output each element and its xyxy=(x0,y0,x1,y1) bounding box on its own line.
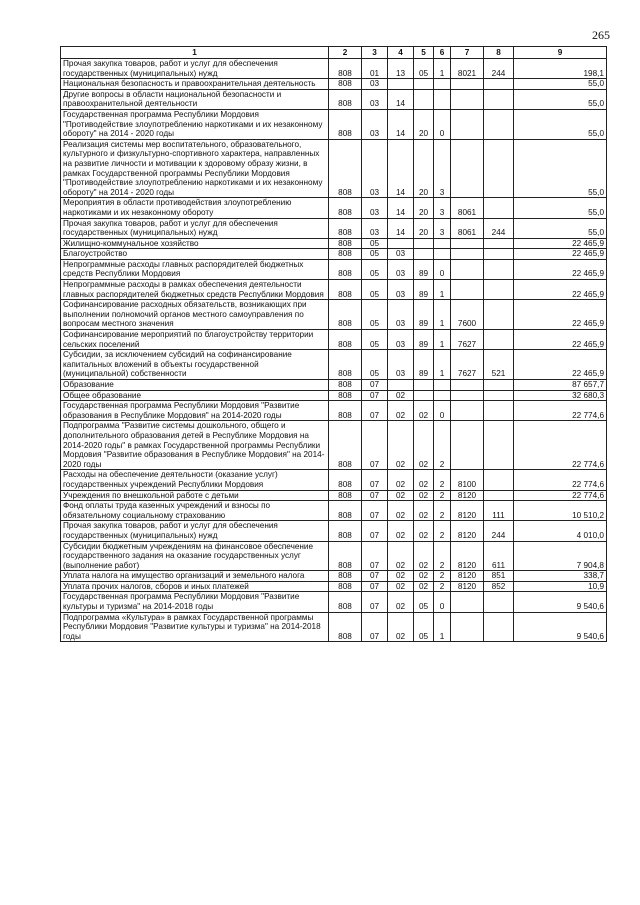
code-direction xyxy=(451,280,484,300)
code-subsection: 02 xyxy=(388,390,414,401)
code-subprogram: 0 xyxy=(434,401,451,421)
code-subprogram: 0 xyxy=(434,259,451,279)
code-expense-type xyxy=(484,380,514,391)
column-header: 4 xyxy=(388,47,414,59)
code-section: 07 xyxy=(362,421,388,470)
row-amount: 22 774,6 xyxy=(514,490,607,501)
code-direction: 8061 xyxy=(451,198,484,218)
code-ministry: 808 xyxy=(329,470,362,490)
table-row xyxy=(61,259,607,279)
code-subsection: 14 xyxy=(388,139,414,198)
code-subsection: 02 xyxy=(388,541,414,571)
code-subsection: 02 xyxy=(388,401,414,421)
code-ministry: 808 xyxy=(329,218,362,238)
row-name: Учреждения по внешкольной работе с детьми xyxy=(61,490,329,501)
row-amount: 22 465,9 xyxy=(514,350,607,380)
code-expense-type: 244 xyxy=(484,521,514,541)
code-section: 07 xyxy=(362,571,388,582)
code-program: 02 xyxy=(414,541,434,571)
row-amount: 55,0 xyxy=(514,139,607,198)
row-amount: 22 465,9 xyxy=(514,280,607,300)
code-program: 05 xyxy=(414,59,434,79)
code-section: 05 xyxy=(362,280,388,300)
code-subprogram: 2 xyxy=(434,490,451,501)
table-row xyxy=(61,59,607,79)
code-subsection: 03 xyxy=(388,259,414,279)
code-ministry: 808 xyxy=(329,330,362,350)
column-header: 7 xyxy=(451,47,484,59)
code-subsection: 02 xyxy=(388,592,414,612)
code-direction xyxy=(451,79,484,90)
row-amount: 55,0 xyxy=(514,79,607,90)
code-program xyxy=(414,249,434,260)
code-subprogram: 2 xyxy=(434,521,451,541)
row-amount: 22 465,9 xyxy=(514,249,607,260)
code-direction xyxy=(451,421,484,470)
code-section: 05 xyxy=(362,300,388,330)
code-expense-type xyxy=(484,238,514,249)
code-direction: 7600 xyxy=(451,300,484,330)
table-row xyxy=(61,612,607,642)
code-subsection: 03 xyxy=(388,350,414,380)
code-subsection: 02 xyxy=(388,470,414,490)
code-ministry: 808 xyxy=(329,259,362,279)
code-subsection: 03 xyxy=(388,249,414,260)
code-expense-type xyxy=(484,490,514,501)
code-direction xyxy=(451,401,484,421)
row-amount: 55,0 xyxy=(514,218,607,238)
code-expense-type xyxy=(484,259,514,279)
code-direction: 8120 xyxy=(451,571,484,582)
code-subprogram xyxy=(434,390,451,401)
code-subprogram: 2 xyxy=(434,470,451,490)
code-ministry: 808 xyxy=(329,238,362,249)
code-ministry: 808 xyxy=(329,490,362,501)
code-subsection xyxy=(388,380,414,391)
row-name: Подпрограмма "Развитие системы дошкольного, общего и дополнительного образования детей в Республике Мордовия на 2014-2020 годы" в рамках Государственной программы Республики Мордовия "Развитие образования в Республике Мордовия" на 2014-2020 годы xyxy=(61,421,329,470)
code-expense-type: 111 xyxy=(484,501,514,521)
table-row xyxy=(61,501,607,521)
code-section: 03 xyxy=(362,79,388,90)
code-subsection: 02 xyxy=(388,571,414,582)
code-expense-type xyxy=(484,198,514,218)
code-section: 07 xyxy=(362,501,388,521)
code-section: 07 xyxy=(362,470,388,490)
code-ministry: 808 xyxy=(329,109,362,139)
row-name: Непрограммные расходы в рамках обеспечения деятельности главных распорядителей бюджетных средств Республики Мордовия xyxy=(61,280,329,300)
row-name: Уплата налога на имущество организаций и земельного налога xyxy=(61,571,329,582)
row-amount: 198,1 xyxy=(514,59,607,79)
budget-table xyxy=(60,46,607,642)
code-direction xyxy=(451,89,484,109)
code-expense-type: 851 xyxy=(484,571,514,582)
code-section: 03 xyxy=(362,139,388,198)
code-program: 02 xyxy=(414,501,434,521)
code-section: 03 xyxy=(362,218,388,238)
code-direction: 8100 xyxy=(451,470,484,490)
code-direction: 8120 xyxy=(451,541,484,571)
code-section: 07 xyxy=(362,521,388,541)
code-subsection: 03 xyxy=(388,300,414,330)
column-header: 3 xyxy=(362,47,388,59)
code-subprogram: 3 xyxy=(434,139,451,198)
code-ministry: 808 xyxy=(329,249,362,260)
row-name: Жилищно-коммунальное хозяйство xyxy=(61,238,329,249)
code-expense-type xyxy=(484,300,514,330)
row-name: Непрограммные расходы главных распорядителей бюджетных средств Республики Мордовия xyxy=(61,259,329,279)
code-direction: 8120 xyxy=(451,501,484,521)
code-subprogram: 1 xyxy=(434,612,451,642)
code-ministry: 808 xyxy=(329,421,362,470)
code-expense-type: 244 xyxy=(484,59,514,79)
code-direction: 8120 xyxy=(451,490,484,501)
row-name: Субсидии бюджетным учреждениям на финансовое обеспечение государственного задания на оказание государственных услуг (выполнение работ) xyxy=(61,541,329,571)
code-subsection: 14 xyxy=(388,198,414,218)
table-row xyxy=(61,350,607,380)
code-program: 20 xyxy=(414,198,434,218)
table-row xyxy=(61,218,607,238)
row-name: Подпрограмма «Культура» в рамках Государственной программы Республики Мордовия "Развитие культуры и туризма" на 2014-2018 годы xyxy=(61,612,329,642)
row-amount: 55,0 xyxy=(514,89,607,109)
code-direction xyxy=(451,592,484,612)
code-direction: 8021 xyxy=(451,59,484,79)
row-amount: 32 680,3 xyxy=(514,390,607,401)
code-section: 05 xyxy=(362,350,388,380)
code-ministry: 808 xyxy=(329,612,362,642)
code-direction xyxy=(451,109,484,139)
row-name: Другие вопросы в области национальной безопасности и правоохранительной деятельности xyxy=(61,89,329,109)
row-amount: 22 465,9 xyxy=(514,259,607,279)
code-direction xyxy=(451,139,484,198)
row-amount: 22 774,6 xyxy=(514,401,607,421)
row-name: Образование xyxy=(61,380,329,391)
code-subsection: 03 xyxy=(388,330,414,350)
code-direction: 8120 xyxy=(451,581,484,592)
code-subprogram xyxy=(434,249,451,260)
row-name: Национальная безопасность и правоохранительная деятельность xyxy=(61,79,329,90)
code-subprogram: 1 xyxy=(434,350,451,380)
code-section: 07 xyxy=(362,401,388,421)
code-section: 07 xyxy=(362,581,388,592)
row-amount: 10,9 xyxy=(514,581,607,592)
table-row xyxy=(61,380,607,391)
code-program xyxy=(414,238,434,249)
code-subprogram: 1 xyxy=(434,330,451,350)
code-expense-type xyxy=(484,390,514,401)
code-expense-type xyxy=(484,280,514,300)
row-amount: 7 904,8 xyxy=(514,541,607,571)
code-subsection: 14 xyxy=(388,109,414,139)
code-program xyxy=(414,380,434,391)
column-header: 6 xyxy=(434,47,451,59)
code-ministry: 808 xyxy=(329,79,362,90)
code-ministry: 808 xyxy=(329,521,362,541)
code-subprogram: 1 xyxy=(434,300,451,330)
code-section: 07 xyxy=(362,592,388,612)
code-subsection: 02 xyxy=(388,612,414,642)
code-section: 05 xyxy=(362,249,388,260)
code-expense-type xyxy=(484,89,514,109)
row-name: Общее образование xyxy=(61,390,329,401)
row-name: Субсидии, за исключением субсидий на софинансирование капитальных вложений в объекты государственной (муниципальной) собственности xyxy=(61,350,329,380)
code-ministry: 808 xyxy=(329,89,362,109)
table-row xyxy=(61,421,607,470)
code-expense-type xyxy=(484,330,514,350)
code-ministry: 808 xyxy=(329,380,362,391)
code-ministry: 808 xyxy=(329,280,362,300)
code-subsection: 02 xyxy=(388,421,414,470)
row-name: Фонд оплаты труда казенных учреждений и взносы по обязательному социальному страхованию xyxy=(61,501,329,521)
code-program: 02 xyxy=(414,490,434,501)
header-row xyxy=(61,47,607,59)
code-expense-type: 852 xyxy=(484,581,514,592)
row-name: Благоустройство xyxy=(61,249,329,260)
code-program: 02 xyxy=(414,581,434,592)
code-program: 89 xyxy=(414,350,434,380)
code-subprogram: 2 xyxy=(434,501,451,521)
table-row xyxy=(61,581,607,592)
code-section: 01 xyxy=(362,59,388,79)
code-subprogram: 3 xyxy=(434,218,451,238)
row-name: Расходы на обеспечение деятельности (оказание услуг) государственных учреждений Республики Мордовия xyxy=(61,470,329,490)
code-subsection: 02 xyxy=(388,501,414,521)
code-program: 20 xyxy=(414,139,434,198)
code-ministry: 808 xyxy=(329,581,362,592)
code-subsection: 02 xyxy=(388,581,414,592)
code-ministry: 808 xyxy=(329,300,362,330)
column-header: 8 xyxy=(484,47,514,59)
code-subprogram: 2 xyxy=(434,581,451,592)
code-program: 02 xyxy=(414,470,434,490)
code-ministry: 808 xyxy=(329,501,362,521)
code-ministry: 808 xyxy=(329,350,362,380)
code-section: 07 xyxy=(362,490,388,501)
code-program: 89 xyxy=(414,280,434,300)
code-ministry: 808 xyxy=(329,59,362,79)
code-subprogram xyxy=(434,380,451,391)
code-expense-type xyxy=(484,612,514,642)
code-direction xyxy=(451,238,484,249)
row-amount: 22 774,6 xyxy=(514,421,607,470)
row-amount: 4 010,0 xyxy=(514,521,607,541)
code-ministry: 808 xyxy=(329,139,362,198)
code-expense-type xyxy=(484,421,514,470)
table-row xyxy=(61,401,607,421)
code-subprogram: 3 xyxy=(434,198,451,218)
code-program: 20 xyxy=(414,218,434,238)
column-header: 5 xyxy=(414,47,434,59)
code-section: 03 xyxy=(362,89,388,109)
table-row xyxy=(61,521,607,541)
table-row xyxy=(61,89,607,109)
code-ministry: 808 xyxy=(329,541,362,571)
code-subprogram xyxy=(434,238,451,249)
column-header: 1 xyxy=(61,47,329,59)
row-name: Государственная программа Республики Мордовия "Развитие образования в Республике Мордовия" на 2014-2020 годы xyxy=(61,401,329,421)
code-subsection: 02 xyxy=(388,490,414,501)
row-amount: 9 540,6 xyxy=(514,592,607,612)
table-row xyxy=(61,470,607,490)
row-name: Государственная программа Республики Мордовия "Развитие культуры и туризма" на 2014-2018 годы xyxy=(61,592,329,612)
code-program: 20 xyxy=(414,109,434,139)
code-program: 05 xyxy=(414,612,434,642)
row-name: Прочая закупка товаров, работ и услуг для обеспечения государственных (муниципальных) нужд xyxy=(61,521,329,541)
code-expense-type xyxy=(484,79,514,90)
code-section: 07 xyxy=(362,612,388,642)
code-direction: 7627 xyxy=(451,350,484,380)
code-section: 03 xyxy=(362,198,388,218)
code-program: 02 xyxy=(414,571,434,582)
row-amount: 9 540,6 xyxy=(514,612,607,642)
table-row xyxy=(61,249,607,260)
code-program: 05 xyxy=(414,592,434,612)
table-row xyxy=(61,79,607,90)
code-subprogram: 2 xyxy=(434,541,451,571)
code-section: 05 xyxy=(362,330,388,350)
row-amount: 22 465,9 xyxy=(514,330,607,350)
row-name: Софинансирование расходных обязательств, возникающих при выполнении полномочий органов местного самоуправления по вопросам местного значения xyxy=(61,300,329,330)
code-expense-type xyxy=(484,109,514,139)
code-expense-type xyxy=(484,139,514,198)
code-section: 05 xyxy=(362,238,388,249)
code-section: 05 xyxy=(362,259,388,279)
code-direction xyxy=(451,612,484,642)
code-program xyxy=(414,79,434,90)
row-name: Софинансирование мероприятий по благоустройству территории сельских поселений xyxy=(61,330,329,350)
code-subsection xyxy=(388,79,414,90)
code-expense-type xyxy=(484,470,514,490)
row-name: Уплата прочих налогов, сборов и иных платежей xyxy=(61,581,329,592)
code-expense-type xyxy=(484,249,514,260)
code-subsection: 14 xyxy=(388,218,414,238)
code-expense-type: 611 xyxy=(484,541,514,571)
table-row xyxy=(61,330,607,350)
code-direction: 8120 xyxy=(451,521,484,541)
code-expense-type: 244 xyxy=(484,218,514,238)
code-subprogram: 0 xyxy=(434,592,451,612)
row-amount: 55,0 xyxy=(514,109,607,139)
table-row xyxy=(61,390,607,401)
row-amount: 10 510,2 xyxy=(514,501,607,521)
code-program: 89 xyxy=(414,330,434,350)
table-row xyxy=(61,139,607,198)
row-amount: 338,7 xyxy=(514,571,607,582)
table-row xyxy=(61,109,607,139)
code-program: 02 xyxy=(414,401,434,421)
code-section: 07 xyxy=(362,390,388,401)
code-subprogram: 0 xyxy=(434,109,451,139)
code-direction: 7627 xyxy=(451,330,484,350)
code-section: 07 xyxy=(362,541,388,571)
code-subsection: 03 xyxy=(388,280,414,300)
table-row xyxy=(61,198,607,218)
code-subprogram: 2 xyxy=(434,571,451,582)
table-row xyxy=(61,300,607,330)
row-name: Мероприятия в области противодействия злоупотреблению наркотиками и их незаконному обороту xyxy=(61,198,329,218)
code-program: 89 xyxy=(414,259,434,279)
code-subprogram: 1 xyxy=(434,59,451,79)
row-amount: 87 657,7 xyxy=(514,380,607,391)
code-subprogram xyxy=(434,79,451,90)
code-program xyxy=(414,89,434,109)
code-expense-type xyxy=(484,592,514,612)
code-subsection: 02 xyxy=(388,521,414,541)
table-row xyxy=(61,571,607,582)
code-section: 07 xyxy=(362,380,388,391)
table-row xyxy=(61,280,607,300)
code-subprogram: 2 xyxy=(434,421,451,470)
column-header: 2 xyxy=(329,47,362,59)
code-direction xyxy=(451,249,484,260)
row-name: Государственная программа Республики Мордовия "Противодействие злоупотреблению наркотиками и их незаконному обороту" на 2014 - 2020 годы xyxy=(61,109,329,139)
code-program: 02 xyxy=(414,421,434,470)
code-section: 03 xyxy=(362,109,388,139)
row-amount: 22 774,6 xyxy=(514,470,607,490)
table-row xyxy=(61,238,607,249)
code-ministry: 808 xyxy=(329,390,362,401)
row-name: Реализация системы мер воспитательного, образовательного, культурного и физкультурно-спортивного характера, направленных на развитие личности и мотивации к здоровому образу жизни, в рамках Государственной программы Республики Мордовия "Противодействие злоупотреблению наркотиками и их незаконному обороту" на 2014 - 2020 годы xyxy=(61,139,329,198)
column-header: 9 xyxy=(514,47,607,59)
code-ministry: 808 xyxy=(329,571,362,582)
row-amount: 55,0 xyxy=(514,198,607,218)
code-expense-type: 521 xyxy=(484,350,514,380)
code-ministry: 808 xyxy=(329,401,362,421)
code-ministry: 808 xyxy=(329,592,362,612)
code-subsection: 14 xyxy=(388,89,414,109)
code-program xyxy=(414,390,434,401)
row-amount: 22 465,9 xyxy=(514,300,607,330)
table-row xyxy=(61,490,607,501)
code-ministry: 808 xyxy=(329,198,362,218)
table-row xyxy=(61,541,607,571)
row-name: Прочая закупка товаров, работ и услуг для обеспечения государственных (муниципальных) нужд xyxy=(61,59,329,79)
row-name: Прочая закупка товаров, работ и услуг для обеспечения государственных (муниципальных) нужд xyxy=(61,218,329,238)
code-subsection: 13 xyxy=(388,59,414,79)
code-direction xyxy=(451,390,484,401)
code-subprogram: 1 xyxy=(434,280,451,300)
code-expense-type xyxy=(484,401,514,421)
code-subprogram xyxy=(434,89,451,109)
row-amount: 22 465,9 xyxy=(514,238,607,249)
table-row xyxy=(61,592,607,612)
code-direction xyxy=(451,259,484,279)
code-subsection xyxy=(388,238,414,249)
page-number: 265 xyxy=(592,28,610,42)
code-program: 02 xyxy=(414,521,434,541)
code-direction: 8061 xyxy=(451,218,484,238)
code-program: 89 xyxy=(414,300,434,330)
code-direction xyxy=(451,380,484,391)
